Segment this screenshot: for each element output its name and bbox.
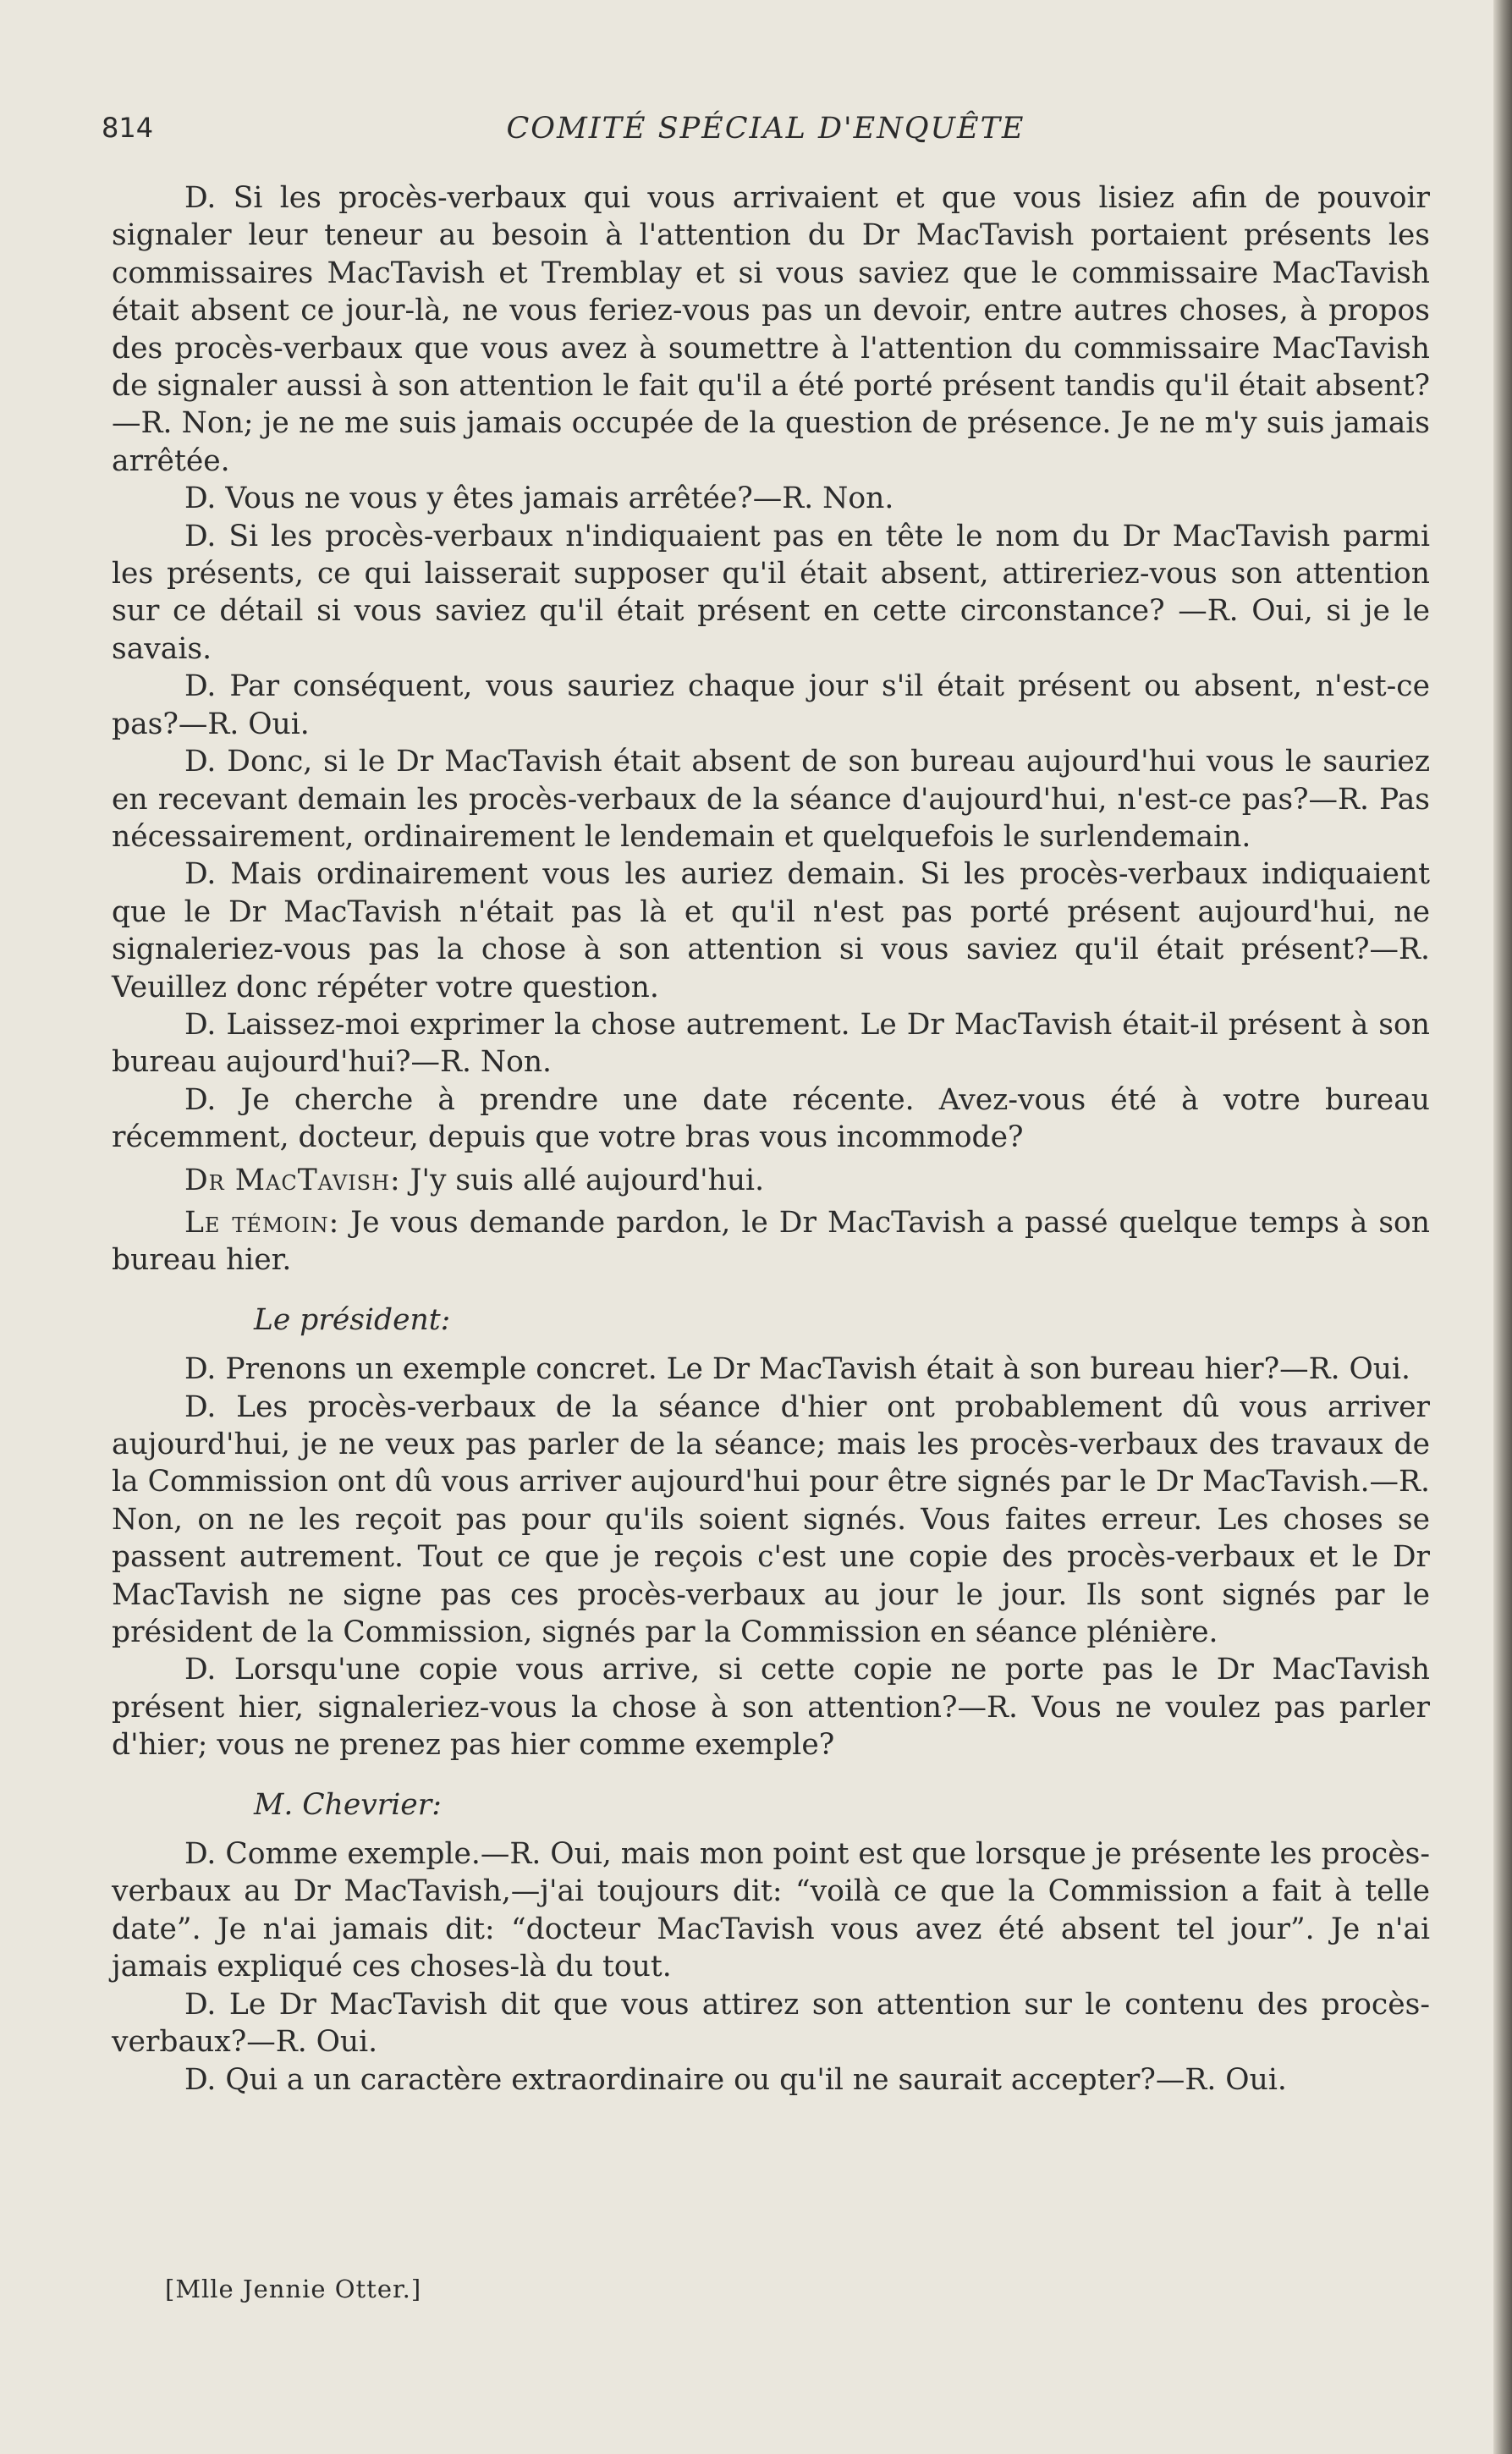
paragraph: D. Laissez-moi exprimer la chose autrement. Le Dr MacTavish était-il présent à son bureau aujourd'hui?—R. Non. xyxy=(112,1007,1430,1080)
paragraph: D. Comme exemple.—R. Oui, mais mon point est que lorsque je présente les procès-verbaux au Dr MacTavish,—j'ai toujours dit: “voilà ce que la Commission a fait à telle date”. Je n'ai jamais dit: “docteur MacTavish vous avez été absent tel jour”. Je n'ai jamais expliqué ces choses-là du tout. xyxy=(112,1837,1430,1984)
paragraph: D. Lorsqu'une copie vous arrive, si cette copie ne porte pas le Dr MacTavish présent hier, signaleriez-vous la chose à son attention?—R. Vous ne voulez pas parler d'hier; vous ne prenez pas hier comme exemple? xyxy=(112,1653,1430,1763)
paragraph: D. Par conséquent, vous sauriez chaque jour s'il était présent ou absent, n'est-ce pas?—R. Oui. xyxy=(112,669,1430,741)
speaker-name: Le témoin: xyxy=(184,1205,340,1240)
speaker-statement xyxy=(112,1162,1430,1199)
running-title: COMITÉ SPÉCIAL D'ENQUÊTE xyxy=(506,112,1025,146)
page-header xyxy=(102,112,1430,152)
footer-witness-name: [Mlle Jennie Otter.] xyxy=(165,2275,422,2303)
speaker-text: Je vous demande pardon, le Dr MacTavish a passé quelque temps à son bureau hier. xyxy=(112,1205,1431,1278)
paragraph: D. Les procès-verbaux de la séance d'hier ont probablement dû vous arriver aujourd'hui, je ne veux pas parler de la séance; mais les procès-verbaux des travaux de la Commission ont dû vous arriver aujourd'hui pour être signés par le Dr MacTavish.—R. Non, on ne les reçoit pas pour qu'ils soient signés. Vous faites erreur. Les choses se passent autrement. Tout ce que je reçois c'est une copie des procès-verbaux et le Dr MacTavish ne signe pas ces procès-verbaux au jour le jour. Ils sont signés par le président de la Commission, signés par la Commission en séance plénière. xyxy=(112,1389,1430,1650)
paragraph: D. Le Dr MacTavish dit que vous attirez son attention sur le contenu des procès-verbaux?—R. Oui. xyxy=(112,1987,1430,2060)
speaker-name: Dr MacTavish: xyxy=(184,1163,401,1197)
paragraph: D. Donc, si le Dr MacTavish était absent de son bureau aujourd'hui vous le sauriez en recevant demain les procès-verbaux de la séance d'aujourd'hui, n'est-ce pas?—R. Pas nécessairement, ordinairement le lendemain et quelquefois le surlendemain. xyxy=(112,745,1430,854)
page-binding-edge xyxy=(1493,0,1512,2454)
paragraph: D. Si les procès-verbaux n'indiquaient pas en tête le nom du Dr MacTavish parmi les présents, ce qui laisserait supposer qu'il était absent, attireriez-vous son attention sur ce détail si vous saviez qu'il était présent en cette circonstance? —R. Oui, si je le savais. xyxy=(112,519,1430,666)
speaker-text: J'y suis allé aujourd'hui. xyxy=(400,1163,765,1197)
paragraph: D. Qui a un caractère extraordinaire ou qu'il ne saurait accepter?—R. Oui. xyxy=(184,2062,1287,2097)
section-heading: Le président: xyxy=(254,1302,451,1337)
paragraph: D. Prenons un exemple concret. Le Dr MacTavish était à son bureau hier?—R. Oui. xyxy=(184,1352,1411,1387)
section-heading: M. Chevrier: xyxy=(254,1787,442,1822)
paragraph: D. Je cherche à prendre une date récente. Avez-vous été à votre bureau récemment, docteur, depuis que votre bras vous incommode? xyxy=(112,1082,1430,1155)
paragraph: D. Mais ordinairement vous les auriez demain. Si les procès-verbaux indiquaient que le Dr MacTavish n'était pas là et qu'il n'est pas porté présent aujourd'hui, ne signaleriez-vous pas la chose à son attention si vous saviez qu'il était présent?—R. Veuillez donc répéter votre question. xyxy=(112,857,1430,1004)
paragraph: D. Si les procès-verbaux qui vous arrivaient et que vous lisiez afin de pouvoir signaler leur teneur au besoin à l'attention du Dr MacTavish portaient présents les commissaires MacTavish et Tremblay et si vous saviez que le commissaire MacTavish était absent ce jour-là, ne vous feriez-vous pas un devoir, entre autres choses, à propos des procès-verbaux que vous avez à soumettre à l'attention du commissaire MacTavish de signaler aussi à son attention le fait qu'il a été porté présent tandis qu'il était absent?—R. Non; je ne me suis jamais occupée de la question de présence. Je ne m'y suis jamais arrêtée. xyxy=(112,181,1430,478)
paragraph: D. Vous ne vous y êtes jamais arrêtée?—R. Non. xyxy=(184,481,894,516)
page-number: 814 xyxy=(102,112,154,144)
speaker-statement xyxy=(112,1204,1430,1279)
transcript-body xyxy=(112,179,1430,2099)
